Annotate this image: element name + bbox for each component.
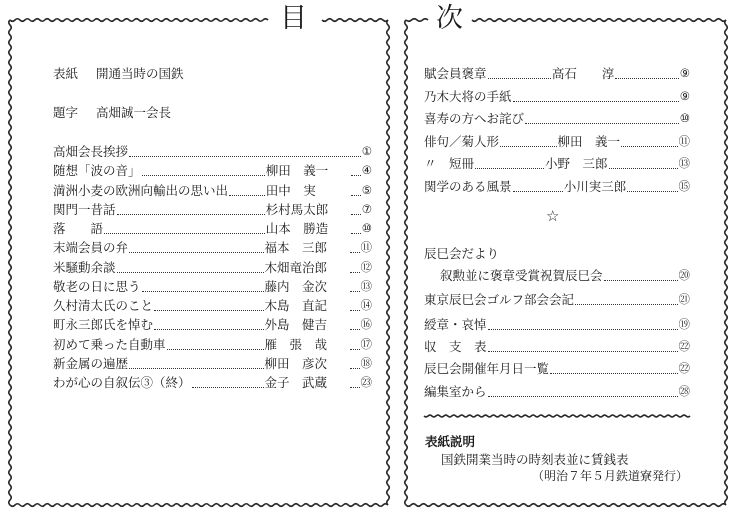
entry-page-number: ⑬ [678, 156, 690, 170]
leader-dots [525, 123, 679, 124]
leader-dots [350, 368, 360, 369]
entry-page-number: ⑰ [360, 336, 372, 351]
calligraphy-line [53, 104, 171, 121]
leader-dots [142, 175, 265, 176]
right-entry [424, 177, 690, 195]
entry-author: 柳田 義一 [265, 163, 329, 179]
entry-author: 木島 直記 [264, 298, 328, 313]
entry-title: 町永三郎氏を悼む [53, 317, 154, 333]
leader-dots [154, 329, 263, 330]
leader-dots [488, 329, 678, 330]
left-entry [53, 142, 372, 160]
leader-dots [488, 78, 551, 79]
entry-title: 久村清太氏のこと [53, 298, 154, 313]
leader-dots [475, 168, 544, 169]
right-entry [424, 109, 690, 127]
leader-dots [154, 310, 263, 311]
entry-page-number: ⑪ [678, 133, 690, 148]
entry-title: 東京辰巳会ゴルフ部会会記 [424, 292, 575, 307]
leader-dots [615, 78, 678, 79]
leader-dots [350, 272, 360, 273]
right-entry [424, 154, 690, 172]
news-entry [424, 382, 690, 400]
entry-author: 福本 三郎 [264, 240, 328, 256]
entry-page-number: ㉒ [678, 339, 690, 353]
leader-dots [550, 373, 677, 374]
calligraphy-text: 高畑誠一会長 [95, 105, 171, 120]
leader-dots [609, 168, 678, 169]
entry-page-number: ⑳ [678, 268, 690, 282]
entry-title: 辰巳会開催年月日一覧 [424, 361, 550, 376]
entry-page-number: ⑫ [360, 259, 372, 274]
news-entry [424, 359, 690, 377]
leader-dots [351, 233, 361, 234]
news-entry [440, 266, 690, 284]
entry-page-number: ⑩ [679, 111, 690, 125]
entry-page-number: ④ [361, 163, 372, 178]
leader-dots [104, 233, 265, 234]
entry-page-number: ⑨ [679, 88, 690, 103]
right-entry [424, 87, 690, 105]
entry-title: 敬老の日に思う [53, 278, 141, 294]
entry-title: 賦会員褒章 [424, 66, 487, 81]
leader-dots [351, 195, 361, 196]
entry-author: 雁 張 哉 [264, 336, 328, 352]
left-top-border [10, 19, 268, 22]
left-entry [53, 238, 372, 256]
entry-page-number: ⑬ [360, 278, 372, 293]
entry-title: 綬章・哀悼 [424, 317, 487, 332]
right-entry [424, 132, 690, 150]
entry-page-number: ⑪ [360, 240, 372, 255]
entry-page-number: ⑯ [360, 317, 372, 332]
entry-page-number: ⑲ [678, 317, 690, 331]
leader-dots [350, 349, 360, 350]
entry-title: 新金属の遍歴 [53, 355, 129, 371]
entry-title: 高畑会長挨拶 [53, 144, 129, 159]
leader-dots [350, 329, 360, 330]
left-inner-border [387, 20, 390, 505]
entry-author: 金子 武蔵 [264, 375, 328, 390]
leader-dots [604, 280, 678, 281]
news-entry [424, 315, 690, 333]
leader-dots [621, 146, 677, 147]
page-title-second-char: 次 [436, 3, 463, 34]
entry-author: 田中 実 [265, 182, 316, 198]
left-entry [53, 200, 372, 218]
entry-page-number: ㉓ [360, 375, 372, 389]
left-entry [53, 181, 372, 199]
entry-title: わが心の自叙伝③（終） [53, 375, 191, 390]
cover-desc-line2: （明治７年５月鉄道寮発行） [532, 469, 689, 483]
cover-text: 開通当時の国鉄 [95, 66, 184, 81]
leader-dots [167, 349, 264, 350]
entry-page-number: ① [361, 144, 372, 158]
leader-dots [627, 191, 677, 192]
leader-dots [350, 310, 360, 311]
entry-title: 喜寿の方へお詫び [424, 111, 525, 126]
entry-title: 米騒動余談 [53, 259, 116, 275]
entry-title: 〃 短冊 [424, 156, 475, 171]
entry-author: 柳田 彦次 [264, 355, 328, 371]
leader-dots [192, 387, 264, 388]
leader-dots [488, 351, 678, 352]
cover-desc-line1: 国鉄開業当時の時刻表並に賃銭表 [441, 452, 629, 467]
entry-page-number: ⑨ [679, 66, 690, 80]
leader-dots [350, 291, 360, 292]
right-side-border [725, 20, 728, 505]
left-top-border-right [322, 19, 388, 22]
leader-dots [350, 387, 360, 388]
entry-page-number: ㉑ [678, 292, 690, 306]
left-entry [53, 335, 372, 353]
entry-page-number: ⑤ [361, 182, 372, 197]
entry-author: 杉村馬太郎 [265, 201, 329, 217]
entry-title: 末端会員の弁 [53, 240, 129, 256]
entry-author: 木畑竜治郎 [264, 259, 328, 275]
entry-page-number: ㉒ [678, 361, 690, 375]
left-entry [53, 277, 372, 295]
entry-title: 関学のある風景 [424, 178, 512, 194]
leader-dots [129, 368, 263, 369]
leader-dots [513, 191, 563, 192]
left-side-border [9, 20, 12, 505]
entry-page-number: ⑦ [361, 201, 372, 216]
entry-author: 小野 三郎 [545, 156, 608, 171]
leader-dots [351, 175, 361, 176]
leader-dots [488, 396, 678, 397]
right-entry [424, 64, 690, 82]
leader-dots [351, 214, 361, 215]
leader-dots [350, 252, 360, 253]
entry-page-number: ㉘ [678, 384, 690, 398]
entry-title: 関門一昔話 [53, 201, 116, 217]
entry-page-number: ⑮ [678, 178, 690, 193]
cover-label: 表紙 [53, 66, 79, 81]
cover-desc-heading: 表紙説明 [425, 434, 476, 449]
cover-desc-separator [424, 415, 690, 417]
section-heading: 辰巳会だより [424, 246, 500, 261]
leader-dots [129, 156, 361, 157]
left-entry [53, 296, 372, 314]
right-top-border [472, 19, 726, 22]
entry-author: 外島 健吉 [264, 317, 328, 333]
entry-title: 初めて乗った自動車 [53, 336, 166, 352]
entry-page-number: ⑩ [361, 221, 372, 235]
news-entry [424, 290, 690, 308]
left-entry [53, 315, 372, 333]
leader-dots [117, 272, 264, 273]
entry-author: 藤内 金次 [264, 278, 328, 294]
right-bottom-border [406, 504, 726, 507]
left-entry [53, 219, 372, 237]
page-title-first-char: 目 [280, 3, 307, 34]
entry-author: 山本 勝造 [265, 221, 329, 236]
left-entry [53, 161, 372, 179]
leader-dots [513, 101, 679, 102]
entry-author: 小川実三郎 [563, 178, 627, 194]
leader-dots [575, 304, 677, 305]
calligraphy-label: 題字 [53, 105, 79, 120]
star-divider: ☆ [546, 207, 560, 225]
entry-page-number: ⑱ [360, 355, 372, 370]
right-top-border-left [406, 19, 428, 22]
left-entry [53, 258, 372, 276]
leader-dots [500, 146, 556, 147]
entry-title: 乃木大将の手紙 [424, 88, 512, 104]
left-entry [53, 373, 372, 391]
entry-title: 満洲小麦の欧洲向輸出の思い出 [53, 182, 229, 198]
right-inner-border [405, 20, 408, 505]
entry-title: 叙勲並に褒章受賞祝賀辰巳会 [440, 268, 603, 283]
leader-dots [129, 252, 263, 253]
entry-author: 柳田 義一 [557, 133, 621, 149]
entry-author: 高石 淳 [551, 66, 615, 81]
news-entry [424, 337, 690, 355]
leader-dots [142, 291, 264, 292]
entry-title: 落 語 [53, 221, 104, 236]
entry-title: 俳句／菊人形 [424, 133, 500, 149]
leader-dots [229, 195, 265, 196]
entry-title: 編集室から [424, 384, 487, 399]
entry-page-number: ⑭ [360, 298, 372, 312]
left-bottom-border [10, 504, 388, 507]
left-entry [53, 354, 372, 372]
entry-title: 収 支 表 [424, 339, 487, 354]
entry-title: 随想「波の音」 [53, 163, 141, 179]
leader-dots [117, 214, 265, 215]
cover-line [53, 65, 184, 82]
